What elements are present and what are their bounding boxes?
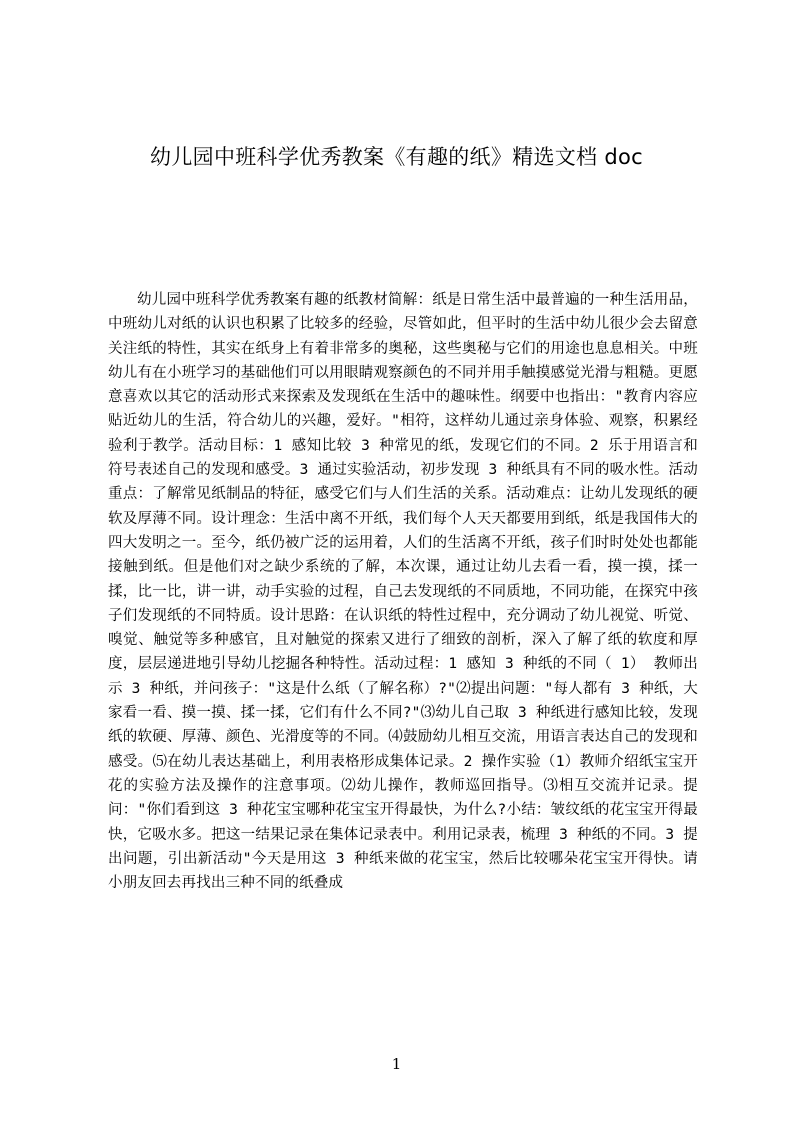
page-number: 1 xyxy=(391,1055,402,1073)
document-title: 幼儿园中班科学优秀教案《有趣的纸》精选文档 doc xyxy=(150,145,643,169)
body-paragraph: 幼儿园中班科学优秀教案有趣的纸教材简解：纸是日常生活中最普遍的一种生活用品，中班幼儿对纸的认识也积累了比较多的经验，尽管如此，但平时的生活中幼儿很少会去留意关注纸的特性，其实在纸身上有着非常多的奥秘，这些奥秘与它们的用途也息息相关。中班幼儿有在小班学习的基础他们可以用眼睛观察颜色的不同并用手触摸感觉光滑与粗糙。更愿意喜欢以其它的活动形式来探索及发现纸在生活中的趣味性。纲要中也指出："教育内容应贴近幼儿的生活，符合幼儿的兴趣，爱好。"相符，这样幼儿通过亲身体验、观察，积累经验利于教学。活动目标：1 感知比较 3 种常见的纸，发现它们的不同。2 乐于用语言和符号表述自己的发现和感受。3 通过实验活动，初步发现 3 种纸具有不同的吸水性。活动重点：了解常见纸制品的特征，感受它们与人们生活的关系。活动难点：让幼儿发现纸的硬软及厚薄不同。设计理念：生活中离不开纸，我们每个人天天都要用到纸，纸是我国伟大的四大发明之一。至今，纸仍被广泛的运用着，人们的生活离不开纸，孩子们时时处处也都能接触到纸。但是他们对之缺少系统的了解，本次课，通过让幼儿去看一看，摸一摸，揉一揉，比一比，讲一讲，动手实验的过程，自己去发现纸的不同质地，不同功能，在探究中孩子们发现纸的不同特质。设计思路：在认识纸的特性过程中，充分调动了幼儿视觉、听觉、嗅觉、触觉等多种感官，且对触觉的探索又进行了细致的剖析，深入了解了纸的软度和厚度，层层递进地引导幼儿挖掘各种特性。活动过程：1 感知 3 种纸的不同（ 1） 教师出示 3 种纸，并问孩子："这是什么纸（了解名称）?"⑵提出问题："每人都有 3 种纸，大家看一看、摸一摸、揉一揉，它们有什么不同?"⑶幼儿自己取 3 种纸进行感知比较，发现纸的软硬、厚薄、颜色、光滑度等的不同。⑷鼓励幼儿相互交流，用语言表达自己的发现和感受。⑸在幼儿表达基础上，利用表格形成集体记录。2 操作实验（1）教师介绍纸宝宝开花的实验方法及操作的注意事项。⑵幼儿操作，教师巡回指导。⑶相互交流并记录。提问："你们看到这 3 种花宝宝哪种花宝宝开得最快，为什么?小结：皱纹纸的花宝宝开得最快，它吸水多。把这一结果记录在集体记录表中。利用记录表，梳理 3 种纸的不同。3 提出问题，引出新活动"今天是用这 3 种纸来做的花宝宝，然后比较哪朵花宝宝开得快。请小朋友回去再找出三种不同的纸叠成 xyxy=(108,292,698,892)
